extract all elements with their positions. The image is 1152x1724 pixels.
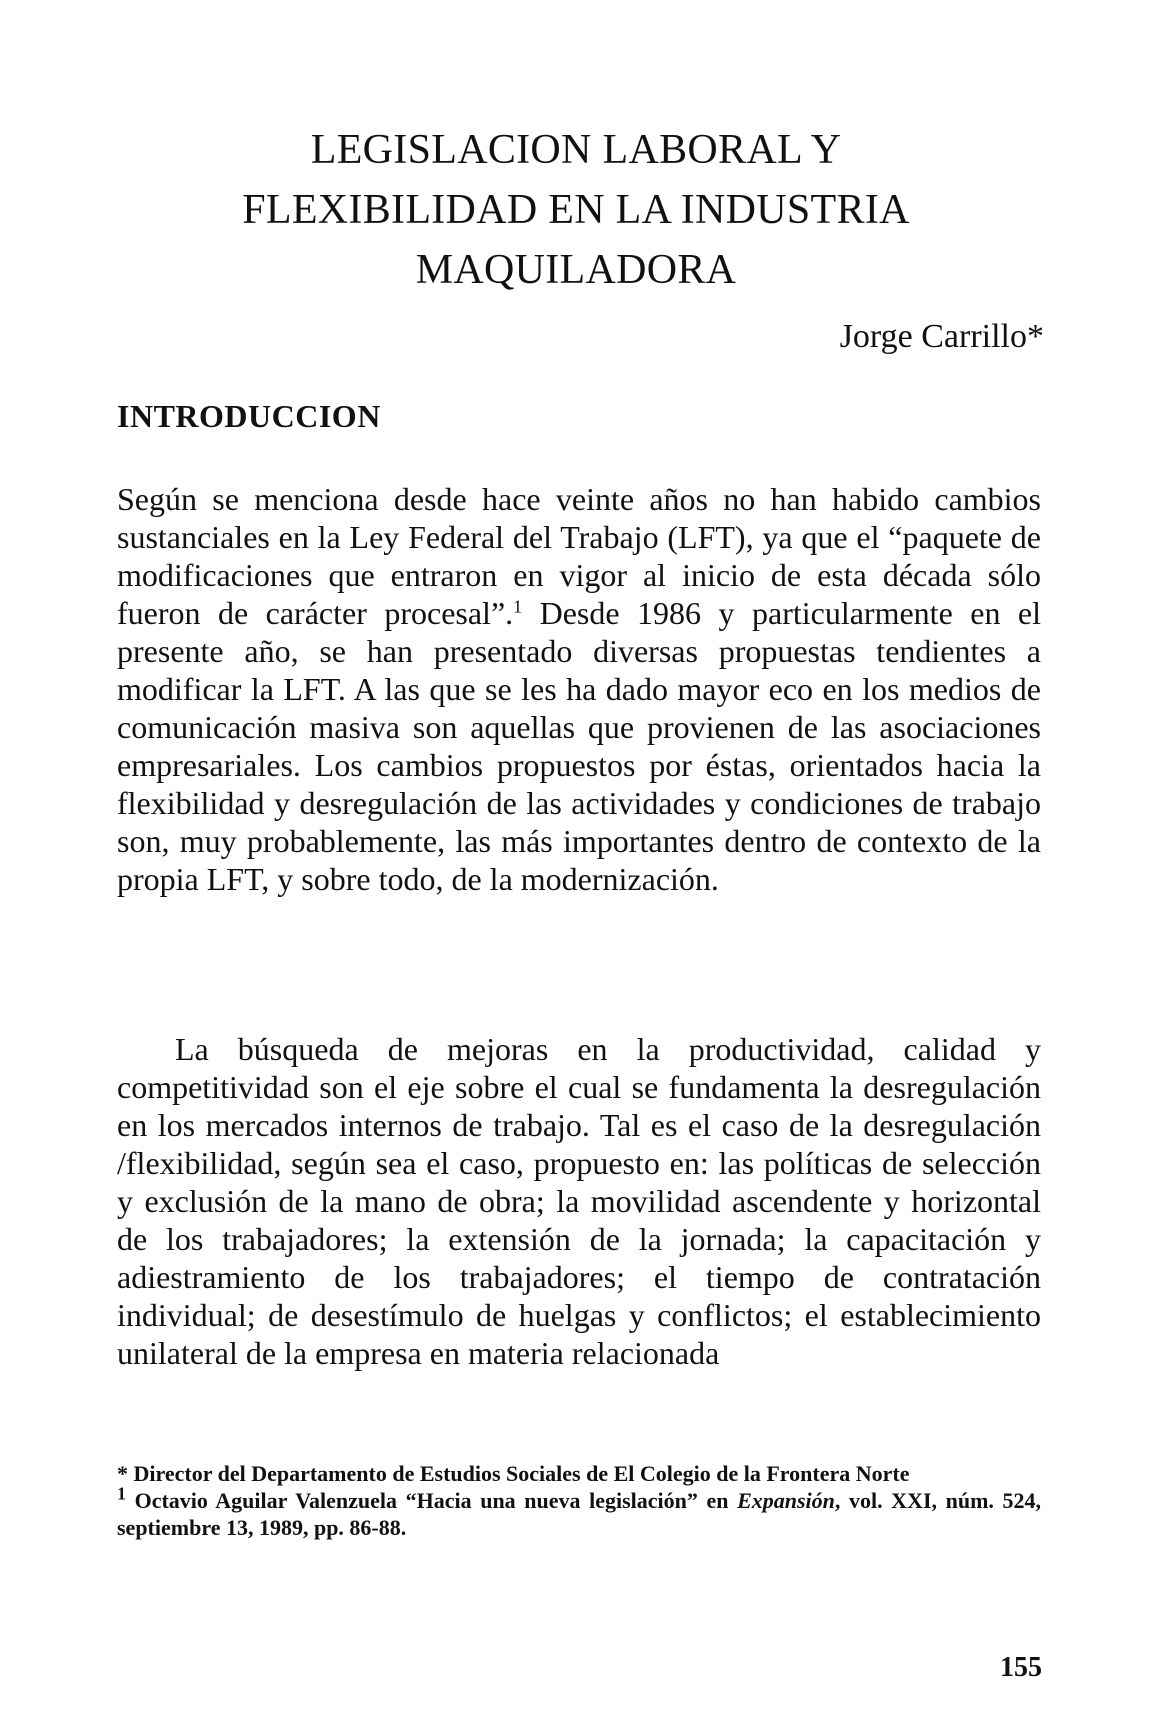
title-line-2: FLEXIBILIDAD EN LA INDUSTRIA xyxy=(242,187,910,233)
footnote-1 xyxy=(117,1483,1041,1541)
author-name: Jorge Carrillo* xyxy=(839,318,1044,355)
footnote-1-marker: 1 xyxy=(117,1483,126,1504)
footnote-author-affiliation: * Director del Departamento de Estudios Sociales de El Colegio de la Frontera Norte xyxy=(117,1461,910,1486)
section-heading: INTRODUCCION xyxy=(117,398,381,434)
paragraph-1-text-a: Según se menciona desde hace veinte años no han habido cambios sustanciales en la Ley Federal del Trabajo (LFT), ya que el “paquete de modificaciones que entraron en vigor al inicio de esta década sólo fueron de carácter procesal”. xyxy=(117,481,1041,631)
paragraph-1-text-b: Desde 1986 y particularmente en el presente año, se han presentado diversas propuestas tendientes a modificar la LFT. A las que se les ha dado mayor eco en los medios de comunicación masiva son aquellas que provienen de las asociaciones empresariales. Los cambios propuestos por éstas, orientados hacia la flexibilidad y desregulación de las actividades y condiciones de trabajo son, muy probablemente, las más importantes dentro de contexto de la propia LFT, y sobre todo, de la modernización. xyxy=(117,595,1042,897)
footnotes xyxy=(117,1460,1041,1541)
body-paragraph-1 xyxy=(117,480,1041,898)
title-line-1: LEGISLACION LABORAL Y xyxy=(310,127,842,173)
title-line-3: MAQUILADORA xyxy=(415,247,737,293)
footnote-1-publication: Expansión xyxy=(737,1488,835,1513)
footnote-reference: 1 xyxy=(513,596,523,617)
body-paragraph-2: La búsqueda de mejoras en la productividad, calidad y competitividad son el eje sobre el cual se fundamenta la desregulación en los mercados internos de trabajo. Tal es el caso de la desregulación /flexibilidad, según sea el caso, propuesto en: las políticas de selección y exclusión de la mano de obra; la movilidad ascendente y horizontal de los trabajadores; la extensión de la jornada; la capacitación y adiestramiento de los trabajadores; el tiempo de contratación individual; de desestímulo de huelgas y conflictos; el establecimiento unilateral de la empresa en materia relacionada xyxy=(117,1031,1041,1371)
footnote-1-text-a: Octavio Aguilar Valenzuela “Hacia una nueva legislación” en xyxy=(126,1488,738,1513)
page-number: 155 xyxy=(1000,1652,1042,1683)
article-title xyxy=(0,120,1152,300)
footnote-1-text-b: , vol. XXI, núm. 524, septiembre 13, 1989, pp. 86-88. xyxy=(117,1488,1041,1540)
